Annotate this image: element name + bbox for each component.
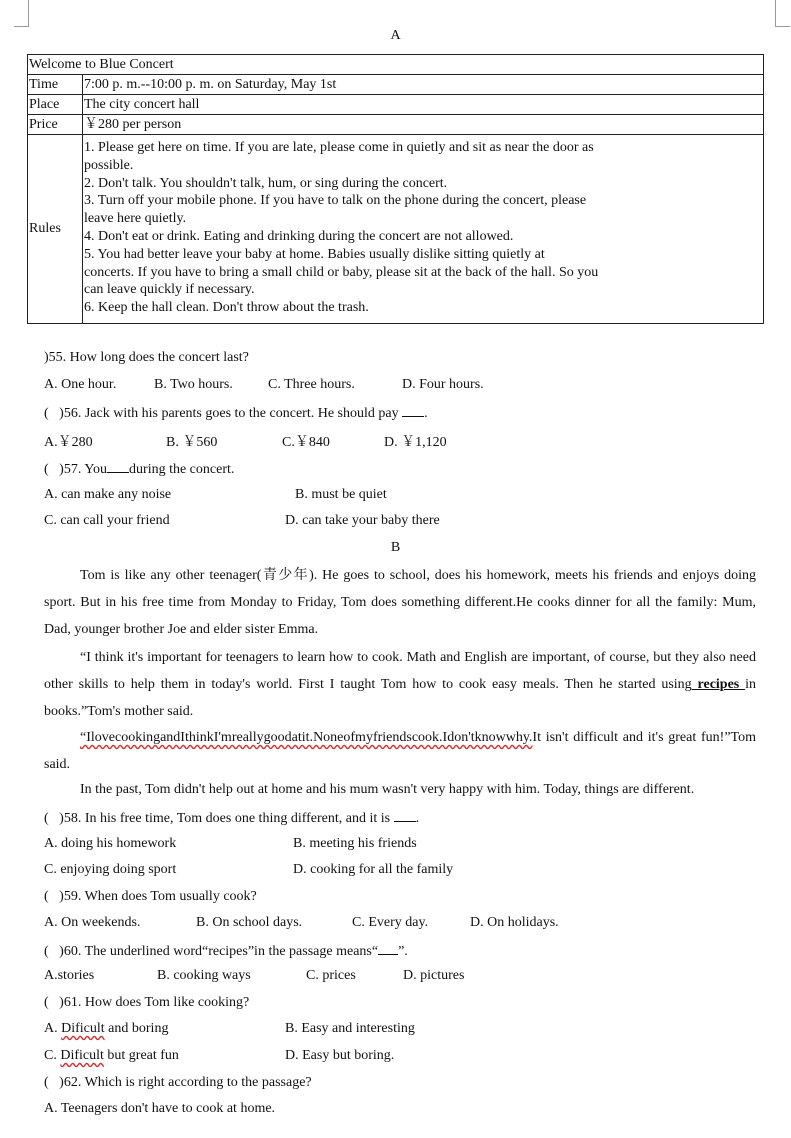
q57-stem-b: during the concert. — [129, 462, 235, 477]
q59-option-a[interactable]: A. On weekends. — [44, 915, 141, 930]
option-text: but great fun — [103, 1048, 179, 1063]
section-heading-a: A — [390, 28, 401, 43]
place-value: The city concert hall — [83, 95, 764, 115]
q59-option-b[interactable]: B. On school days. — [196, 915, 303, 930]
q58-stem: )58. In his free time, Tom does one thing different, and it is — [59, 811, 391, 826]
option-letter: A. — [44, 1021, 62, 1036]
time-value: 7:00 p. m.--10:00 p. m. on Saturday, May 1st — [83, 75, 764, 95]
q56-option-a[interactable]: A.￥280 — [44, 435, 93, 450]
q57-option-c[interactable]: C. can call your friend — [44, 513, 170, 528]
q61-option-b[interactable]: B. Easy and interesting — [285, 1021, 415, 1036]
paragraph-2-text: “I think it's important for teenagers to learn how to cook. Math and English are important, of course, but they also need other skills to help them in today's world. First I taught Tom how to cook easy meals. Then he started using — [44, 650, 756, 692]
q62-stem: )62. Which is right according to the passage? — [59, 1075, 312, 1090]
q60-end: ”. — [398, 944, 408, 959]
passage-paragraph-1: Tom is like any other teenager(青少年). He goes to school, does his homework, meets his friends and enjoys doing sport. But in his free time from Monday to Friday, Tom does something different.He cooks dinner for all the family: Mum, Dad, younger brother Joe and elder sister Emma. — [44, 568, 756, 637]
rules-label: Rules — [28, 135, 83, 324]
rules-line: possible. — [84, 157, 134, 173]
question-55: )55. How long does the concert last? — [44, 350, 249, 365]
rules-line: 2. Don't talk. You shouldn't talk, hum, or sing during the concert. — [84, 175, 448, 191]
q59-option-d[interactable]: D. On holidays. — [470, 915, 559, 930]
q58-option-c[interactable]: C. enjoying doing sport — [44, 862, 177, 877]
q61-stem: )61. How does Tom like cooking? — [59, 995, 250, 1010]
underlined-word-recipes: recipes — [691, 677, 746, 692]
price-label: Price — [28, 115, 83, 135]
answer-paren: ( — [44, 995, 49, 1010]
misspelled-word: Dificult — [61, 1021, 105, 1036]
passage-paragraph-3 — [44, 724, 756, 778]
q60-option-d[interactable]: D. pictures — [403, 968, 465, 983]
option-letter: C. — [44, 1048, 61, 1063]
q55-option-b[interactable]: B. Two hours. — [154, 377, 233, 392]
q60-option-a[interactable]: A.stories — [44, 968, 95, 983]
q58-option-a[interactable]: A. doing his homework — [44, 836, 177, 851]
answer-blank[interactable] — [394, 809, 416, 822]
concert-info-table — [27, 54, 764, 324]
question-59 — [44, 889, 257, 905]
rules-line: leave here quietly. — [84, 211, 187, 227]
paragraph-3-quote: “IlovecookingandIthinkI'mreallygoodatit.Noneofmyfriendscook.Idon'tknowwhy. — [80, 730, 533, 745]
q62-option-a[interactable]: A. Teenagers don't have to cook at home. — [44, 1101, 276, 1116]
q61-option-d[interactable]: D. Easy but boring. — [285, 1048, 395, 1063]
place-label: Place — [28, 95, 83, 115]
rules-cell — [83, 135, 764, 324]
q56-option-d[interactable]: D. ￥1,120 — [384, 435, 447, 450]
q60-stem: )60. The underlined word“recipes”in the passage means“ — [59, 944, 379, 959]
rules-list — [84, 135, 664, 323]
answer-paren: ( — [44, 1075, 49, 1090]
passage-paragraph-4: In the past, Tom didn't help out at home and his mum wasn't very happy with him. Today, things are different. — [80, 782, 695, 797]
table-row — [28, 95, 764, 115]
answer-blank[interactable] — [107, 460, 129, 473]
answer-paren: ( — [44, 889, 49, 904]
table-row — [28, 115, 764, 135]
q56-option-c[interactable]: C.￥840 — [282, 435, 330, 450]
q56-end: . — [424, 406, 428, 421]
paragraph-3-text: It isn't difficult and it's great fun!”Tom said. — [44, 730, 756, 772]
q58-option-d[interactable]: D. cooking for all the family — [293, 862, 454, 877]
rules-line: concerts. If you have to bring a small child or baby, please sit at the back of the hall. So you — [84, 264, 599, 280]
answer-paren: ( — [44, 944, 49, 959]
answer-blank[interactable] — [378, 942, 398, 955]
q58-option-b[interactable]: B. meeting his friends — [293, 836, 417, 851]
price-value: ￥280 per person — [83, 115, 764, 135]
question-58 — [44, 809, 419, 827]
table-row — [28, 135, 764, 324]
option-text: and boring — [104, 1021, 169, 1036]
question-57 — [44, 460, 234, 478]
passage-paragraph-2 — [44, 644, 756, 725]
q55-option-c[interactable]: C. Three hours. — [268, 377, 355, 392]
q59-option-c[interactable]: C. Every day. — [352, 915, 429, 930]
time-label: Time — [28, 75, 83, 95]
answer-paren: ( — [44, 406, 49, 421]
q55-option-a[interactable]: A. One hour. — [44, 377, 117, 392]
q60-option-b[interactable]: B. cooking ways — [157, 968, 251, 983]
paragraph-2-text-end: in books.”Tom's mother said. — [44, 677, 756, 719]
rules-line: 4. Don't eat or drink. Eating and drinking during the concert are not allowed. — [84, 228, 514, 244]
q61-option-a[interactable] — [44, 1021, 168, 1037]
q60-option-c[interactable]: C. prices — [306, 968, 356, 983]
question-62 — [44, 1075, 312, 1091]
question-61 — [44, 995, 249, 1011]
q56-option-b[interactable]: B. ￥560 — [166, 435, 218, 450]
section-heading-b: B — [390, 540, 401, 555]
page-corner-mark-right — [775, 0, 790, 27]
rules-line: 1. Please get here on time. If you are late, please come in quietly and sit as near the door as — [84, 140, 594, 155]
rules-line: 5. You had better leave your baby at home. Babies usually dislike sitting quietly at — [84, 246, 545, 262]
q57-option-a[interactable]: A. can make any noise — [44, 487, 172, 502]
question-60 — [44, 942, 408, 960]
q58-end: . — [415, 811, 420, 826]
q57-stem-a: )57. You — [59, 462, 108, 477]
q55-option-d[interactable]: D. Four hours. — [402, 377, 484, 392]
q61-option-c[interactable] — [44, 1048, 179, 1064]
answer-paren: ( — [44, 811, 49, 826]
answer-blank[interactable] — [402, 404, 424, 417]
table-row — [28, 75, 764, 95]
q57-option-d[interactable]: D. can take your baby there — [285, 513, 440, 528]
misspelled-word: Dificult — [60, 1048, 104, 1063]
concert-title: Welcome to Blue Concert — [28, 55, 764, 75]
rules-line: 3. Turn off your mobile phone. If you have to talk on the phone during the concert, please — [84, 193, 587, 209]
q59-stem: )59. When does Tom usually cook? — [59, 889, 257, 904]
table-title-row — [28, 55, 764, 75]
answer-paren: ( — [44, 462, 49, 477]
rules-line: can leave quickly if necessary. — [84, 282, 255, 298]
q56-stem: )56. Jack with his parents goes to the concert. He should pay — [59, 406, 399, 421]
page-corner-mark-left — [14, 0, 29, 27]
rules-line: 6. Keep the hall clean. Don't throw about the trash. — [84, 300, 369, 316]
q57-option-b[interactable]: B. must be quiet — [295, 487, 387, 502]
question-56 — [44, 404, 428, 422]
